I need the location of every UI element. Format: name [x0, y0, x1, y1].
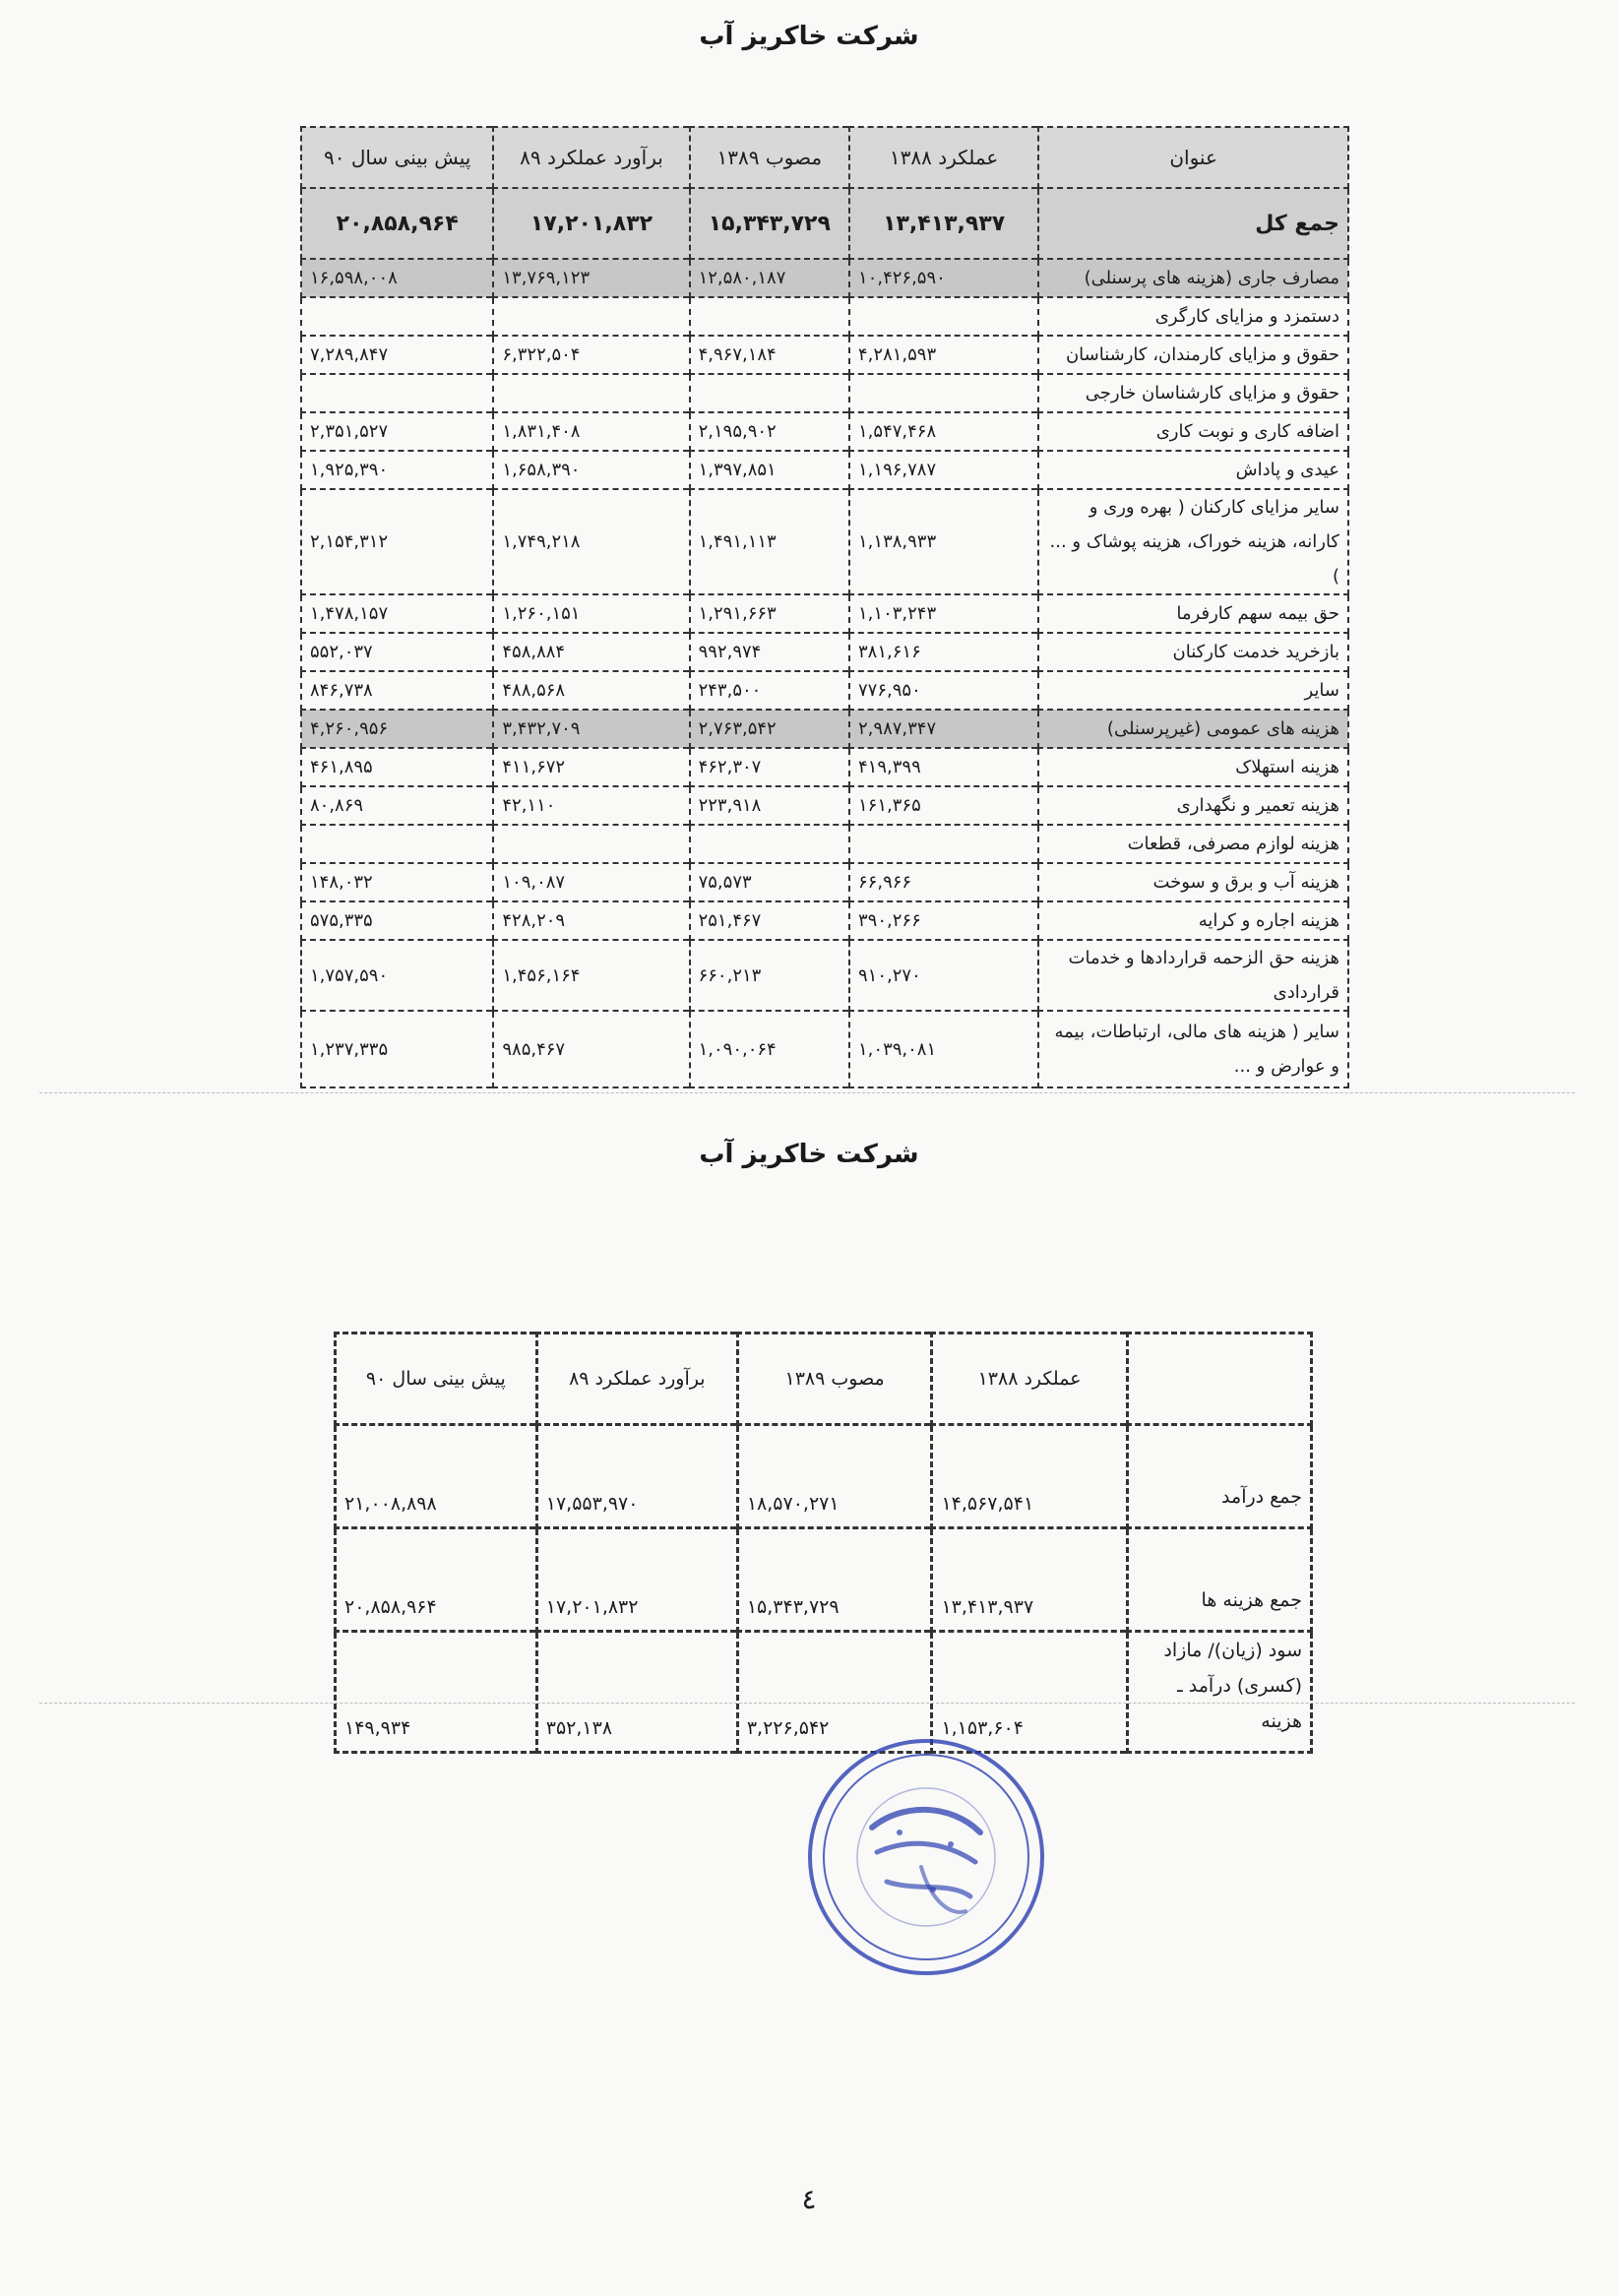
cell-1388: ۱۴,۵۶۷,۵۴۱ [932, 1425, 1127, 1528]
cell-forecast90: ۱۴۹,۹۳۴ [336, 1632, 537, 1753]
cell-1389: ۱,۲۹۱,۶۶۳ [690, 594, 849, 633]
cell-1389: ۱۸,۵۷۰,۲۷۱ [737, 1425, 932, 1528]
table-header-row [336, 1334, 1312, 1425]
table-row [301, 374, 1348, 412]
row-label: حقوق و مزایای کارمندان، کارشناسان [1038, 336, 1348, 374]
header-blank [1127, 1334, 1311, 1425]
table-row [301, 786, 1348, 825]
cell-1388: ۱,۱۵۳,۶۰۴ [932, 1632, 1127, 1753]
cell-forecast90: ۱۶,۵۹۸,۰۰۸ [301, 259, 493, 297]
table-row [301, 451, 1348, 489]
cell-1388: ۳۹۰,۲۶۶ [849, 901, 1038, 940]
row-label: بازخرید خدمت کارکنان [1038, 633, 1348, 671]
cell-est89: ۱۳,۷۶۹,۱۲۳ [493, 259, 689, 297]
cell-1389: ۱۲,۵۸۰,۱۸۷ [690, 259, 849, 297]
page-number: ٤ [801, 2183, 817, 2215]
cell-forecast90: ۲۰,۸۵۸,۹۶۴ [336, 1528, 537, 1632]
cell-1388: ۱۳,۴۱۳,۹۳۷ [849, 188, 1038, 259]
cell-1388: ۴۱۹,۳۹۹ [849, 748, 1038, 786]
summary-table [334, 1332, 1313, 1754]
cell-1389: ۱۵,۳۴۳,۷۲۹ [690, 188, 849, 259]
cell-1388: ۷۷۶,۹۵۰ [849, 671, 1038, 710]
cell-1388 [849, 374, 1038, 412]
cell-est89: ۴۸۸,۵۶۸ [493, 671, 689, 710]
cell-forecast90: ۷,۲۸۹,۸۴۷ [301, 336, 493, 374]
cell-forecast90: ۲۰,۸۵۸,۹۶۴ [301, 188, 493, 259]
cell-forecast90: ۱,۴۷۸,۱۵۷ [301, 594, 493, 633]
page-title-top: شرکت خاکریز آب [699, 22, 919, 51]
cell-1389: ۱,۰۹۰,۰۶۴ [690, 1011, 849, 1087]
table-row [301, 901, 1348, 940]
cell-forecast90: ۸۰,۸۶۹ [301, 786, 493, 825]
cell-est89: ۱۷,۵۵۳,۹۷۰ [536, 1425, 737, 1528]
row-label: هزینه لوازم مصرفی، قطعات [1038, 825, 1348, 863]
cell-1389: ۶۶۰,۲۱۳ [690, 940, 849, 1011]
row-label: جمع کل [1038, 188, 1348, 259]
table-header-row [301, 127, 1348, 188]
cell-1389: ۲۵۱,۴۶۷ [690, 901, 849, 940]
cell-est89: ۳,۴۳۲,۷۰۹ [493, 710, 689, 748]
cell-1389: ۹۹۲,۹۷۴ [690, 633, 849, 671]
cell-forecast90 [301, 374, 493, 412]
cell-forecast90: ۲,۱۵۴,۳۱۲ [301, 489, 493, 594]
cell-1388: ۱,۱۳۸,۹۳۳ [849, 489, 1038, 594]
cell-est89: ۹۸۵,۴۶۷ [493, 1011, 689, 1087]
row-label: مصارف جاری (هزینه های پرسنلی) [1038, 259, 1348, 297]
table-row [301, 710, 1348, 748]
row-label: جمع هزینه ها [1127, 1528, 1311, 1632]
page-divider [39, 1092, 1575, 1093]
table-row [301, 825, 1348, 863]
row-label: هزینه تعمیر و نگهداری [1038, 786, 1348, 825]
cell-forecast90: ۱۴۸,۰۳۲ [301, 863, 493, 901]
cell-1388: ۲,۹۸۷,۳۴۷ [849, 710, 1038, 748]
header-title: عنوان [1038, 127, 1348, 188]
cell-est89 [493, 825, 689, 863]
cell-forecast90: ۴۶۱,۸۹۵ [301, 748, 493, 786]
cell-1389: ۲,۷۶۳,۵۴۲ [690, 710, 849, 748]
cell-1388 [849, 297, 1038, 336]
cell-1389: ۱۵,۳۴۳,۷۲۹ [737, 1528, 932, 1632]
cell-1388: ۴,۲۸۱,۵۹۳ [849, 336, 1038, 374]
cell-1389: ۴,۹۶۷,۱۸۴ [690, 336, 849, 374]
table-row [301, 489, 1348, 594]
cell-1389: ۲۲۳,۹۱۸ [690, 786, 849, 825]
cell-1388: ۱,۵۴۷,۴۶۸ [849, 412, 1038, 451]
row-label: سایر ( هزینه های مالی، ارتباطات، بیمه و عوارض و ... [1038, 1011, 1348, 1087]
cell-1388: ۹۱۰,۲۷۰ [849, 940, 1038, 1011]
cell-forecast90: ۲۱,۰۰۸,۸۹۸ [336, 1425, 537, 1528]
cell-est89: ۳۵۲,۱۳۸ [536, 1632, 737, 1753]
page-title-bottom: شرکت خاکریز آب [699, 1140, 919, 1169]
cell-forecast90: ۴,۲۶۰,۹۵۶ [301, 710, 493, 748]
table-row [301, 863, 1348, 901]
cell-1389: ۴۶۲,۳۰۷ [690, 748, 849, 786]
cell-1388: ۶۶,۹۶۶ [849, 863, 1038, 901]
cell-1388: ۱,۱۹۶,۷۸۷ [849, 451, 1038, 489]
cell-est89: ۴۵۸,۸۸۴ [493, 633, 689, 671]
table-row [301, 412, 1348, 451]
table-row-expenses [336, 1528, 1312, 1632]
cell-forecast90 [301, 825, 493, 863]
row-label: عیدی و پاداش [1038, 451, 1348, 489]
cell-forecast90: ۲,۳۵۱,۵۲۷ [301, 412, 493, 451]
table-row [301, 940, 1348, 1011]
cell-est89: ۱۷,۲۰۱,۸۳۲ [536, 1528, 737, 1632]
table-row [301, 633, 1348, 671]
header-forecast90: پیش بینی سال ۹۰ [301, 127, 493, 188]
expense-table [300, 126, 1349, 1088]
cell-forecast90: ۵۷۵,۳۳۵ [301, 901, 493, 940]
cell-1388: ۱۰,۴۲۶,۵۹۰ [849, 259, 1038, 297]
table-row [301, 336, 1348, 374]
cell-1388: ۱۶۱,۳۶۵ [849, 786, 1038, 825]
official-seal-stamp [803, 1734, 1049, 1980]
cell-est89 [493, 374, 689, 412]
row-label: سایر [1038, 671, 1348, 710]
cell-1389 [690, 297, 849, 336]
cell-1388: ۱,۱۰۳,۲۴۳ [849, 594, 1038, 633]
cell-1389: ۷۵,۵۷۳ [690, 863, 849, 901]
cell-1388 [849, 825, 1038, 863]
cell-est89: ۱,۲۶۰,۱۵۱ [493, 594, 689, 633]
row-label: دستمزد و مزایای کارگری [1038, 297, 1348, 336]
cell-est89: ۴۲,۱۱۰ [493, 786, 689, 825]
row-label: حقوق و مزایای کارشناسان خارجی [1038, 374, 1348, 412]
cell-est89: ۱۰۹,۰۸۷ [493, 863, 689, 901]
cell-1389: ۳,۲۲۶,۵۴۲ [737, 1632, 932, 1753]
header-1388: عملکرد ۱۳۸۸ [932, 1334, 1127, 1425]
cell-1389: ۲۴۳,۵۰۰ [690, 671, 849, 710]
table-row [301, 671, 1348, 710]
table-row-total [301, 188, 1348, 259]
cell-forecast90: ۵۵۲,۰۳۷ [301, 633, 493, 671]
row-label: اضافه کاری و نوبت کاری [1038, 412, 1348, 451]
table-row [301, 297, 1348, 336]
table-row-revenue [336, 1425, 1312, 1528]
cell-1388: ۳۸۱,۶۱۶ [849, 633, 1038, 671]
row-label: هزینه استهلاک [1038, 748, 1348, 786]
cell-est89 [493, 297, 689, 336]
cell-1389 [690, 374, 849, 412]
header-1389: مصوب ۱۳۸۹ [690, 127, 849, 188]
cell-forecast90: ۸۴۶,۷۳۸ [301, 671, 493, 710]
cell-forecast90 [301, 297, 493, 336]
cell-est89: ۶,۳۲۲,۵۰۴ [493, 336, 689, 374]
row-label: حق بیمه سهم کارفرما [1038, 594, 1348, 633]
cell-1389: ۱,۳۹۷,۸۵۱ [690, 451, 849, 489]
cell-est89: ۴۲۸,۲۰۹ [493, 901, 689, 940]
cell-1389: ۱,۴۹۱,۱۱۳ [690, 489, 849, 594]
table-row [301, 259, 1348, 297]
cell-1389 [690, 825, 849, 863]
row-label: هزینه های عمومی (غیرپرسنلی) [1038, 710, 1348, 748]
cell-est89: ۱,۷۴۹,۲۱۸ [493, 489, 689, 594]
header-est89: برآورد عملکرد ۸۹ [536, 1334, 737, 1425]
header-forecast90: پیش بینی سال ۹۰ [336, 1334, 537, 1425]
cell-1389: ۲,۱۹۵,۹۰۲ [690, 412, 849, 451]
cell-1388: ۱۳,۴۱۳,۹۳۷ [932, 1528, 1127, 1632]
header-1389: مصوب ۱۳۸۹ [737, 1334, 932, 1425]
table-row [301, 594, 1348, 633]
cell-1388: ۱,۰۳۹,۰۸۱ [849, 1011, 1038, 1087]
cell-forecast90: ۱,۹۲۵,۳۹۰ [301, 451, 493, 489]
cell-forecast90: ۱,۷۵۷,۵۹۰ [301, 940, 493, 1011]
row-label: هزینه آب و برق و سوخت [1038, 863, 1348, 901]
cell-est89: ۱,۸۳۱,۴۰۸ [493, 412, 689, 451]
cell-est89: ۱,۶۵۸,۳۹۰ [493, 451, 689, 489]
cell-forecast90: ۱,۲۳۷,۳۳۵ [301, 1011, 493, 1087]
table-row [301, 1011, 1348, 1087]
cell-est89: ۱,۴۵۶,۱۶۴ [493, 940, 689, 1011]
header-est89: برآورد عملکرد ۸۹ [493, 127, 689, 188]
row-label: هزینه اجاره و کرایه [1038, 901, 1348, 940]
row-label: سایر مزایای کارکنان ( بهره وری و کارانه، هزینه خوراک، هزینه پوشاک و ... ) [1038, 489, 1348, 594]
table-row [301, 748, 1348, 786]
cell-est89: ۱۷,۲۰۱,۸۳۲ [493, 188, 689, 259]
page-divider [39, 1703, 1575, 1704]
cell-est89: ۴۱۱,۶۷۲ [493, 748, 689, 786]
row-label: سود (زیان)/ مازاد (کسری) درآمد ـ هزینه [1127, 1632, 1311, 1753]
header-1388: عملکرد ۱۳۸۸ [849, 127, 1038, 188]
row-label: هزینه حق الزحمه قراردادها و خدمات قراردادی [1038, 940, 1348, 1011]
row-label: جمع درآمد [1127, 1425, 1311, 1528]
